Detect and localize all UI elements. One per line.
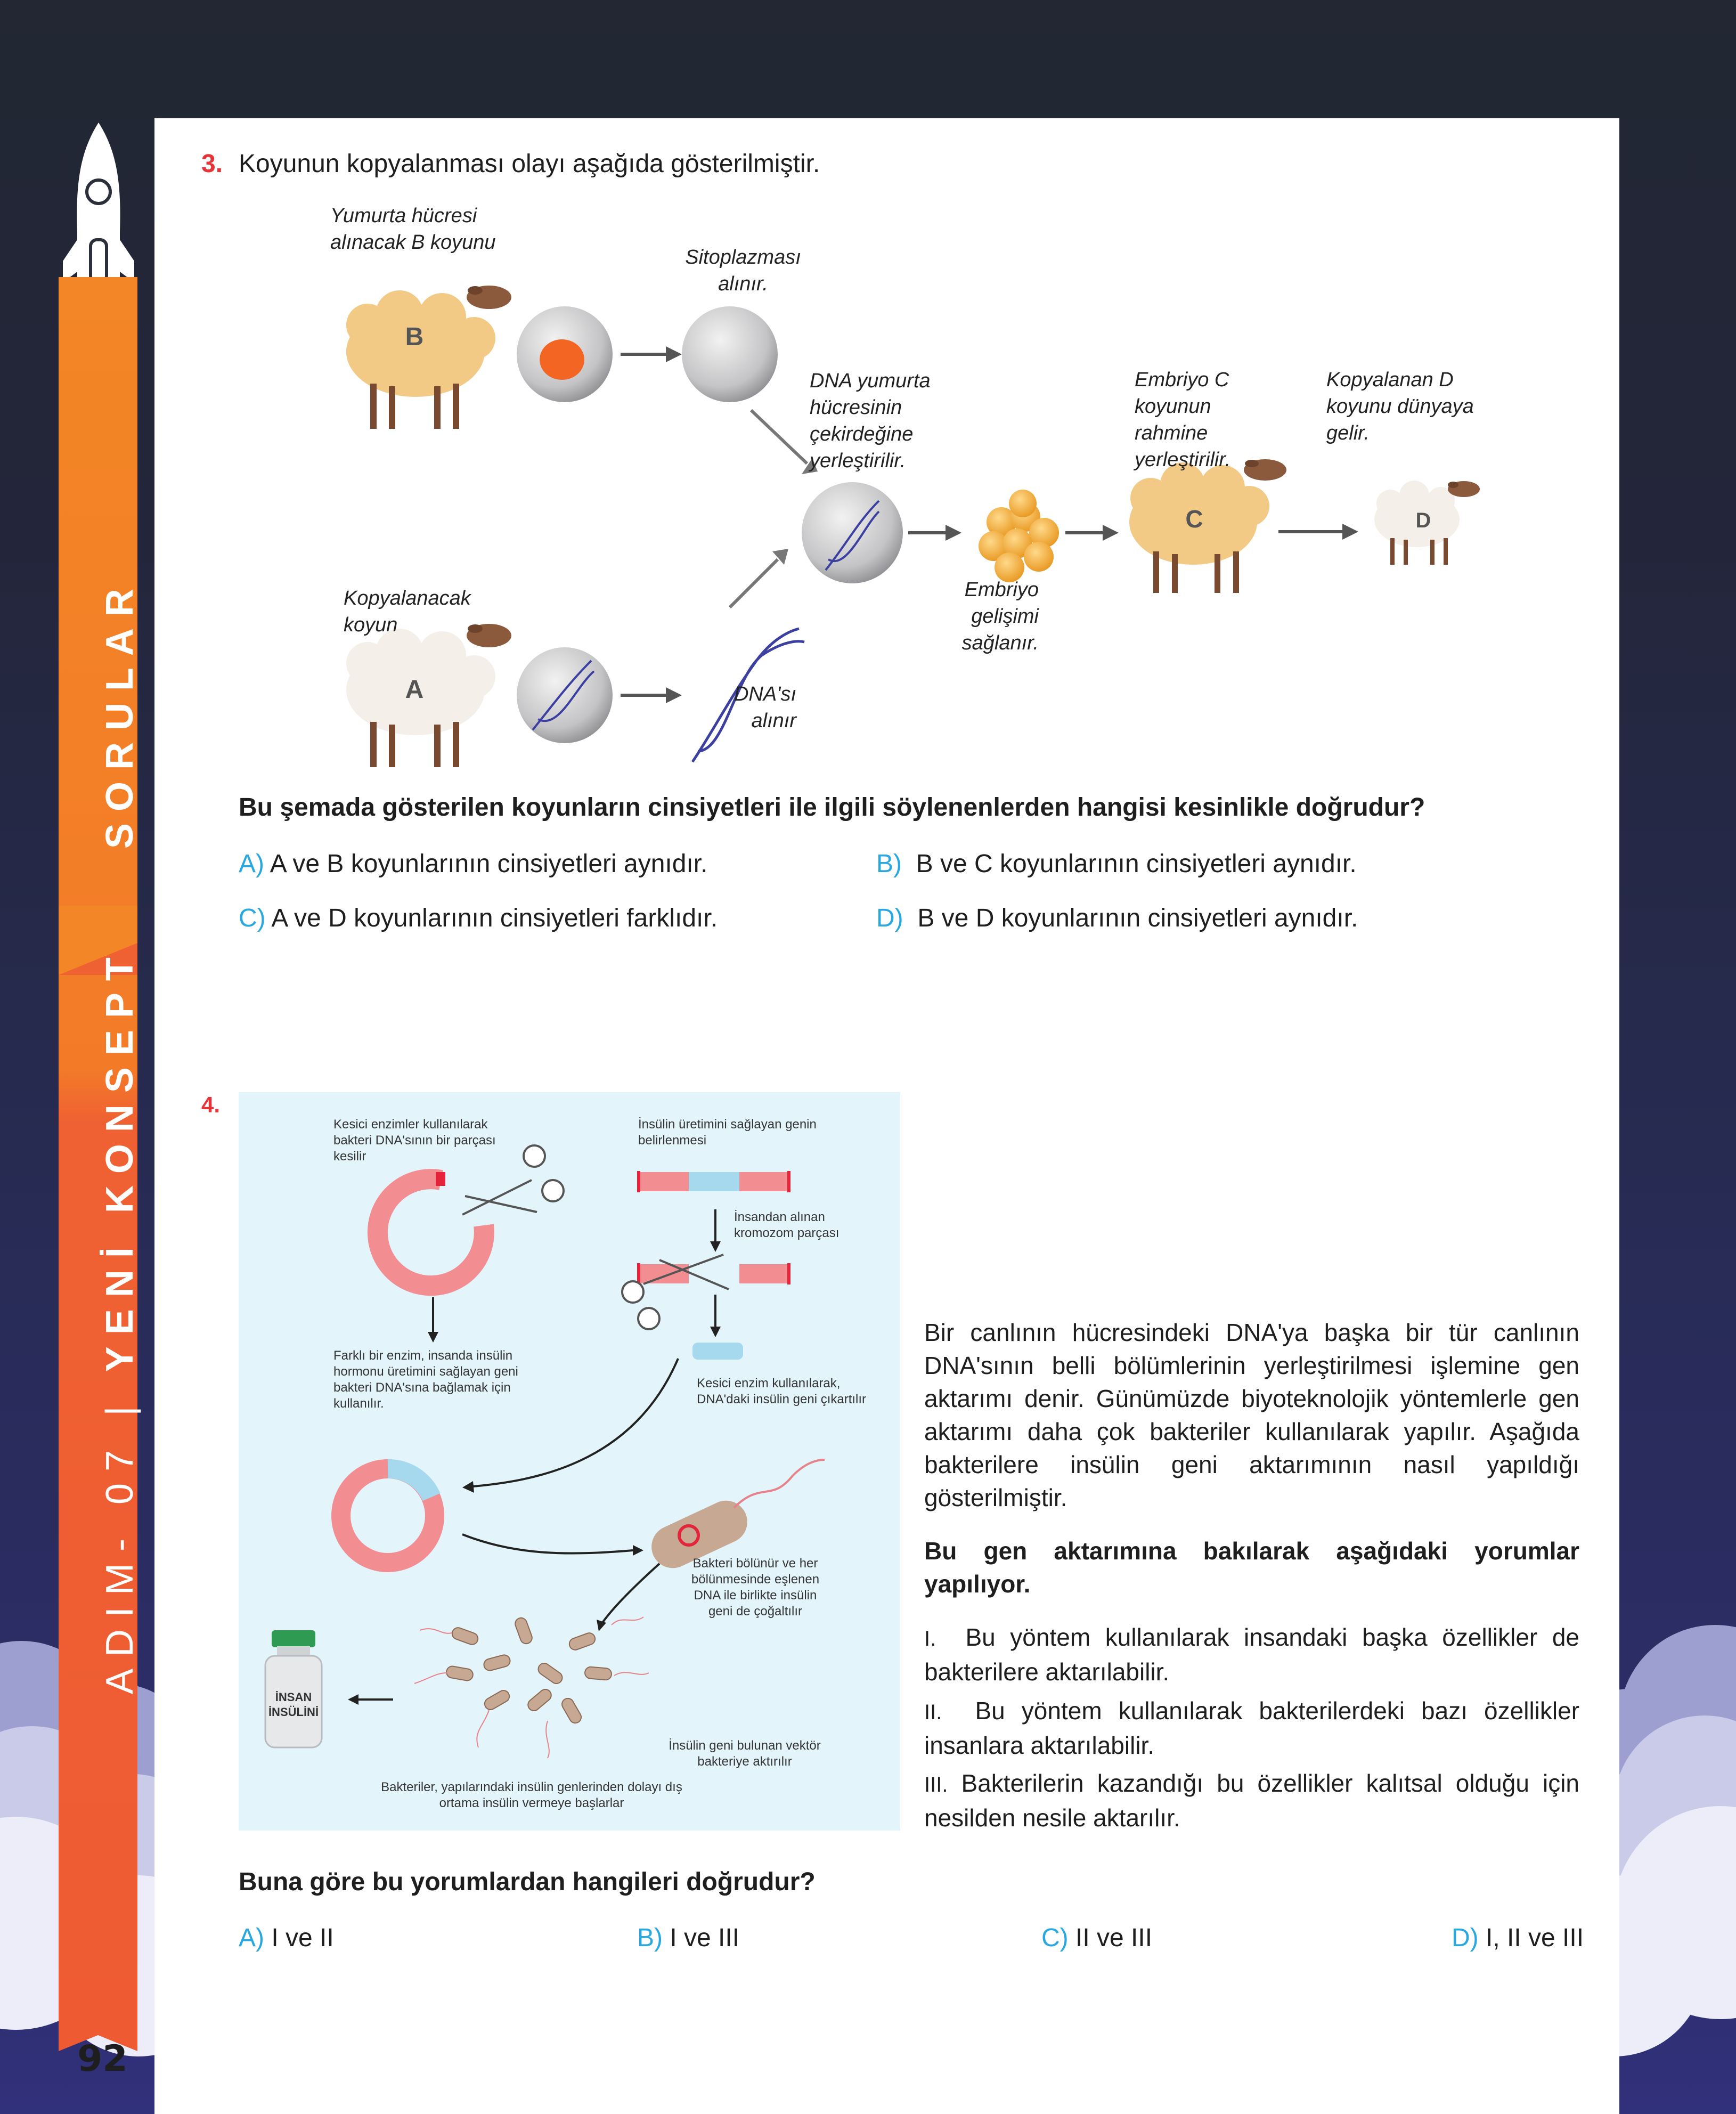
label-divide: Bakteri bölünür ve her bölünmesinde eşlenen DNA ile birlikte insülin geni de çoğaltılır [691, 1556, 820, 1619]
q4-option-a[interactable]: A) I ve II [239, 1924, 334, 1952]
insulin-bottle-image [265, 1630, 322, 1747]
statement-2: II. Bu yöntem kullanılarak bakterilerdeki bazı özellikler insanlara aktarılabilir. [924, 1697, 1580, 1759]
sheep-a-letter: A [405, 676, 424, 704]
page-number: 92 [77, 2038, 128, 2080]
question-3-number: 3. [201, 150, 223, 178]
sidebar-thin-text: ADIM- 07 | [99, 1394, 141, 1694]
question-4-prompt: Buna göre bu yorumlardan hangileri doğrudur? [239, 1868, 816, 1896]
label-dna-insert: DNA yumurta hücresinin çekirdeğine yerleştirilir. [810, 370, 931, 472]
label-release: Bakteriler, yapılarındaki insülin genlerinden dolayı dış ortama insülin vermeye başlarlar [381, 1780, 682, 1810]
question-4-lead: Bu gen aktarımına bakılarak aşağıdaki yorumlar yapılıyor. [924, 1537, 1579, 1598]
label-human-chromosome: İnsandan alınan kromozom parçası [734, 1210, 840, 1240]
label-copy-sheep: Kopyalanacak koyun [344, 587, 471, 636]
q4-option-b[interactable]: B) I ve III [637, 1924, 740, 1952]
rocket-icon [59, 120, 138, 285]
label-d-born: Kopyalanan D koyunu dünyaya gelir. [1326, 369, 1474, 444]
label-ligase: Farklı bir enzim, insanda insülin hormonu üretimini sağlayan geni bakteri DNA'sına bağlamak için kullanılır. [333, 1348, 518, 1411]
statement-1: I. Bu yöntem kullanılarak insandaki başka özellikler de bakterilere aktarılabilir. [924, 1623, 1580, 1686]
q3-option-d[interactable]: D) B ve D koyunlarının cinsiyetleri aynıdır. [876, 904, 1358, 932]
gene-transfer-diagram [239, 1092, 900, 1831]
q4-option-d[interactable]: D) I, II ve III [1452, 1924, 1584, 1952]
sheep-b-image [346, 286, 511, 429]
label-gene-found: İnsülin üretimini sağlayan genin belirlenmesi [638, 1117, 817, 1148]
side-vertical-title [98, 577, 142, 1694]
question-4-number: 4. [201, 1092, 221, 1117]
bacteria-colony-image [445, 1616, 612, 1725]
cloning-diagram [320, 197, 1545, 794]
sheep-b-letter: B [405, 323, 424, 351]
embryo-image [979, 490, 1059, 582]
label-gene-extract: Kesici enzim kullanılarak, DNA'daki insülin geni çıkartılır [697, 1376, 867, 1406]
label-cut: Kesici enzimler kullanılarak bakteri DNA'sının bir parçası kesilir [333, 1117, 496, 1164]
q3-option-b[interactable]: B) B ve C koyunlarının cinsiyetleri aynıdır. [876, 850, 1357, 878]
label-cytoplasm: Sitoplazması alınır. [685, 246, 801, 295]
question-3-prompt: Bu şemada gösterilen koyunların cinsiyetleri ile ilgili söylenenlerden hangisi kesinlikle doğrudur? [239, 793, 1425, 822]
bottle-label: İNSAN İNSÜLİNİ [268, 1690, 319, 1719]
label-sheep-b: Yumurta hücresi alınacak B koyunu [330, 205, 496, 254]
question-4-paragraph: Bir canlının hücresindeki DNA'ya başka bir tür canlının DNA'sının belli bölümlerinin yerleştirilmesi işlemine gen aktarımı denir. Günümüzde biyoteknolojik yöntemlerle gen aktarımı daha çok bakteriler kullanılarak yapılır. Aşağıda bakterilere insülin geni aktarımının nasıl yapıldığı gösterilmiştir. [924, 1319, 1579, 1511]
question-3-stem: Koyunun kopyalanması olayı aşağıda gösterilmiştir. [239, 150, 820, 178]
q3-option-a[interactable]: A) A ve B koyunlarının cinsiyetleri aynıdır. [239, 850, 708, 878]
statement-3: III. Bakterilerin kazandığı bu özellikler kalıtsal olduğu için nesilden nesile aktarılır. [924, 1769, 1579, 1832]
q4-option-c[interactable]: C) II ve III [1041, 1924, 1153, 1952]
label-embryo-dev: Embriyo gelişimi sağlanır. [961, 579, 1039, 654]
label-embryo-c: Embriyo C koyunun rahmine yerleştirilir. [1135, 369, 1231, 471]
sidebar-bold-text: YENİ KONSEPT [99, 946, 141, 1372]
sheep-c-letter: C [1185, 505, 1203, 533]
sheep-c-image [1129, 459, 1286, 593]
q3-option-c[interactable]: C) A ve D koyunlarının cinsiyetleri farklıdır. [239, 904, 718, 932]
label-dna-taken: DNA'sı alınır [733, 683, 796, 732]
sheep-d-letter: D [1415, 509, 1431, 532]
gene-transfer-graphics [239, 1092, 900, 1831]
sidebar-section-text: SORULAR [99, 577, 141, 849]
label-vector: İnsülin geni bulunan vektör bakteriye aktırılır [669, 1738, 821, 1769]
sheep-a-image [346, 624, 511, 767]
